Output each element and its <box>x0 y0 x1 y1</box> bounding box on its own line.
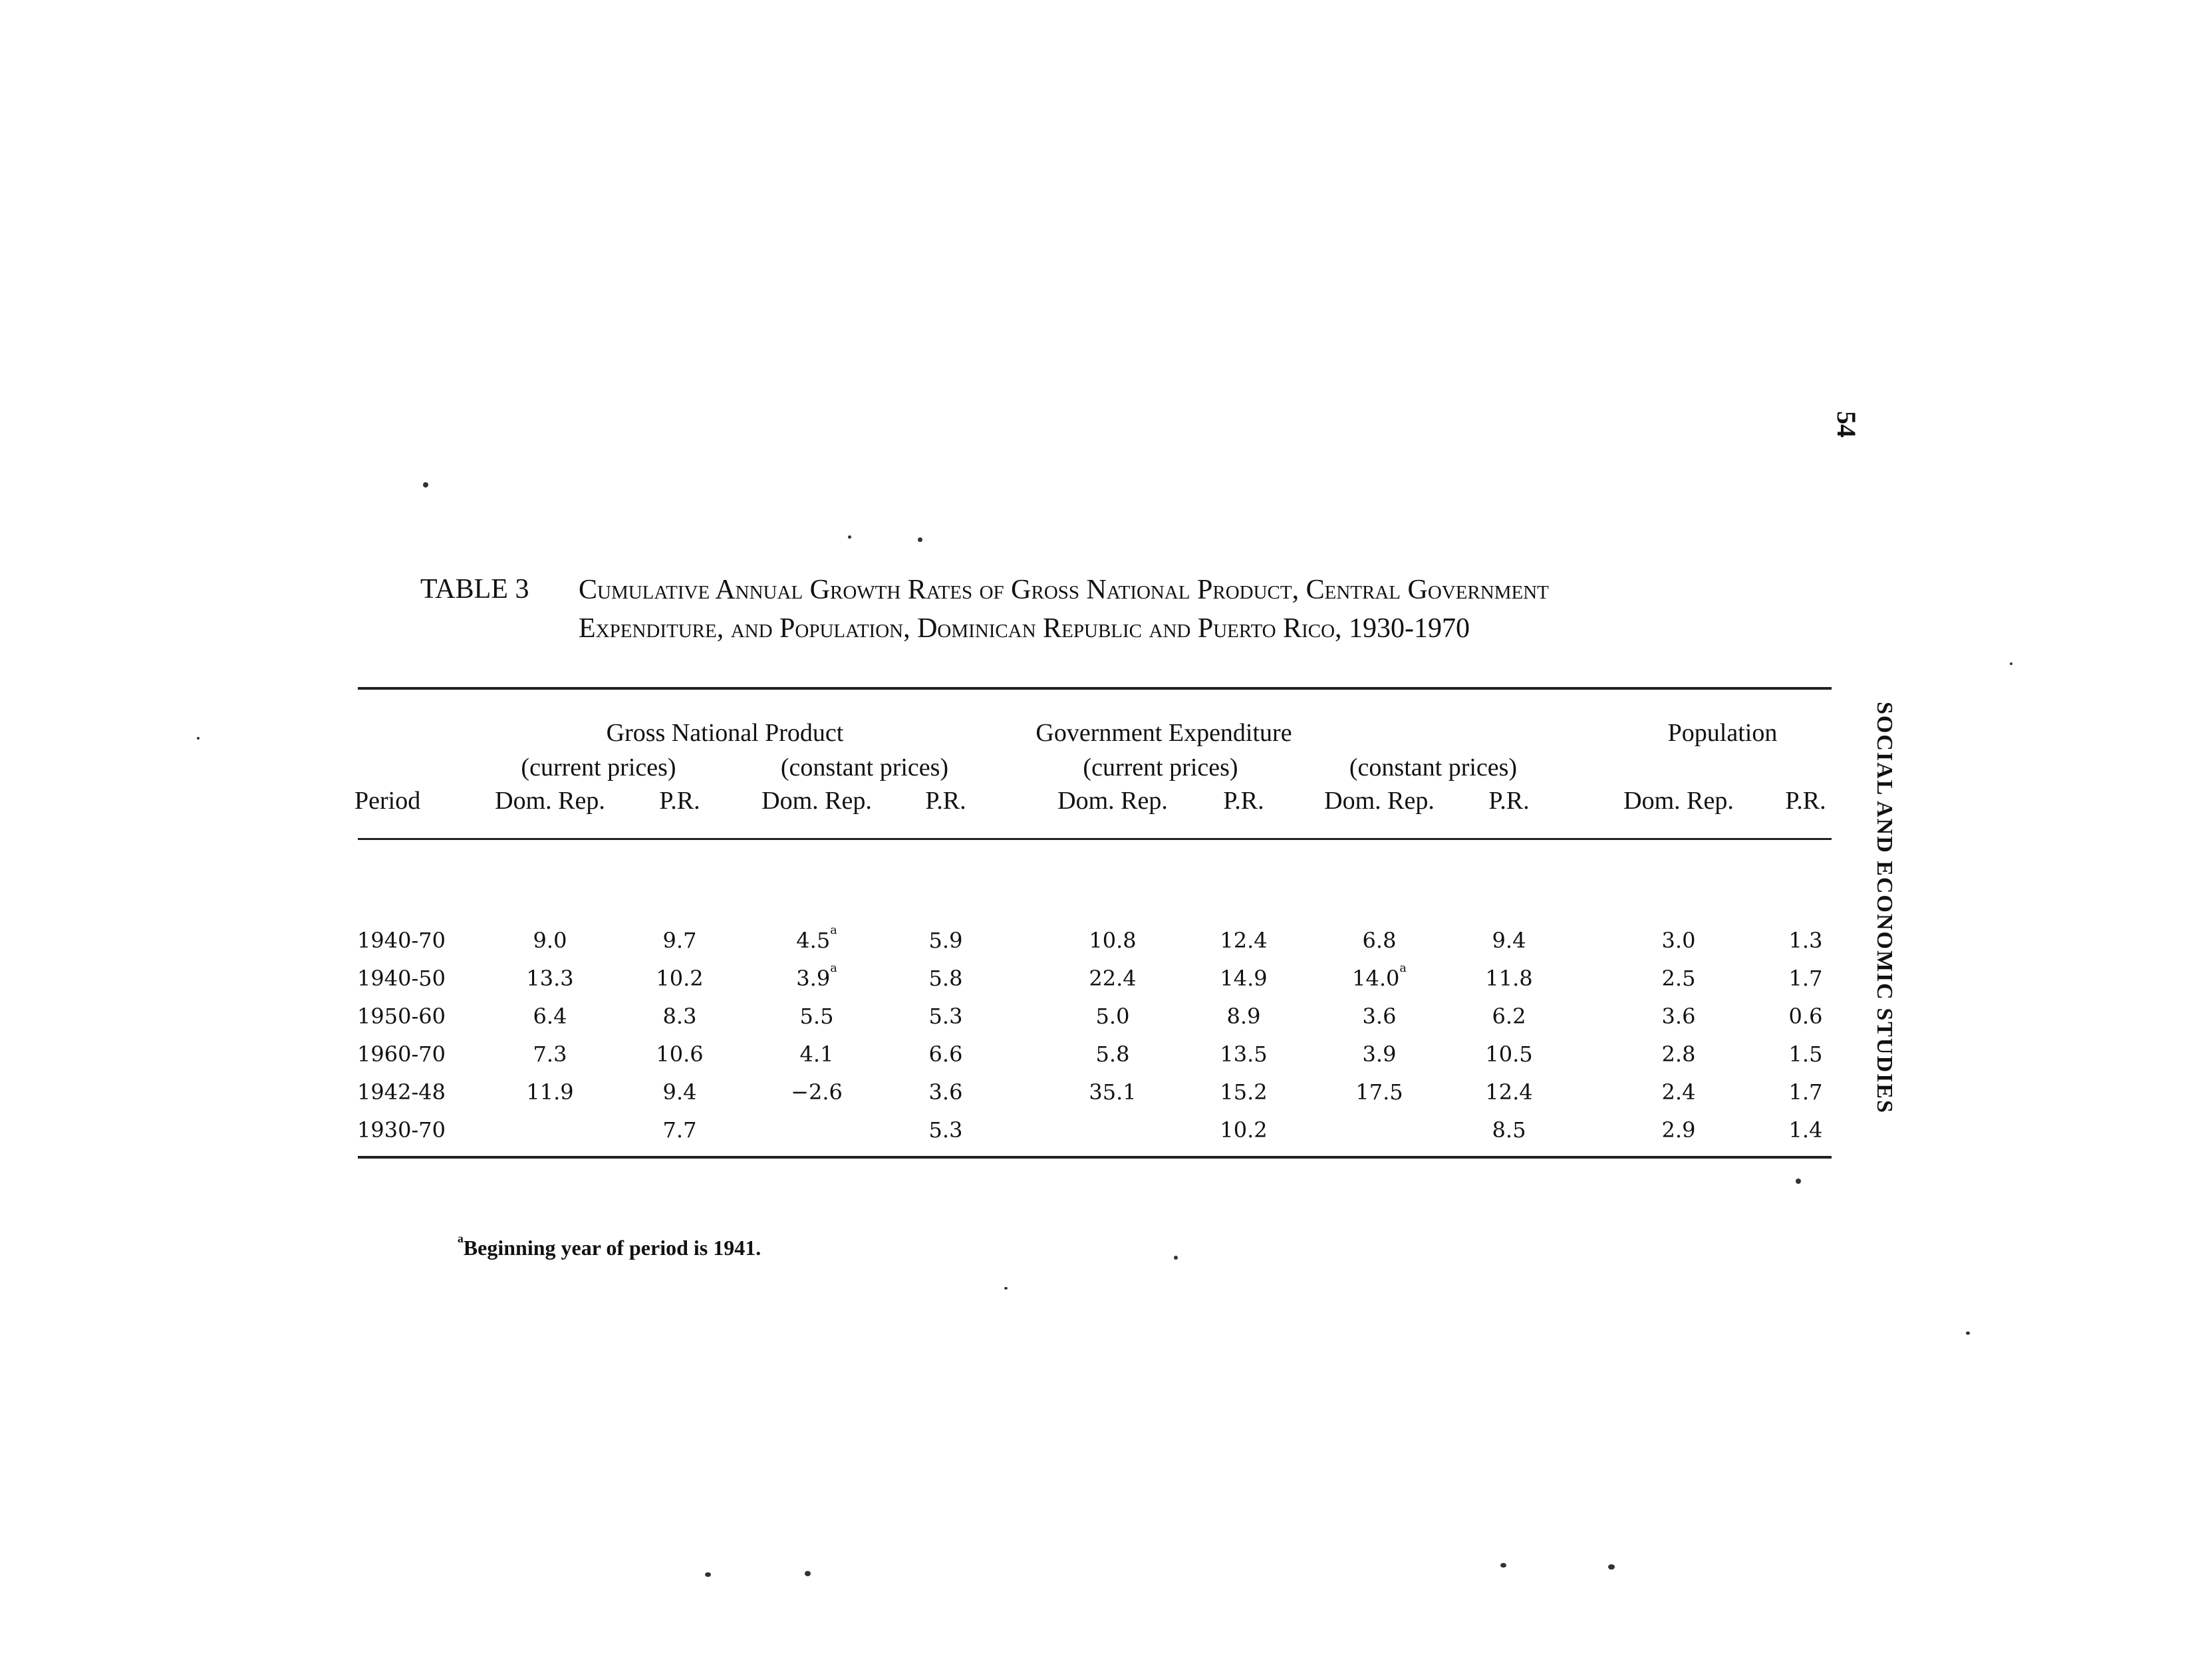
gov-current-pr-header: P.R. <box>1223 787 1264 815</box>
table-cell <box>1326 1042 1433 1067</box>
gov-constant-prices-header: (constant prices) <box>1349 754 1518 781</box>
table-cell <box>626 1004 733 1029</box>
table-cell <box>626 928 733 953</box>
gnp-current-domrep-header: Dom. Rep. <box>495 787 605 815</box>
table-cell <box>1752 928 1859 953</box>
cell-value: 5.0 <box>1095 1004 1130 1029</box>
period-column-header: Period <box>354 787 421 815</box>
cell-value: 1.5 <box>1788 1042 1823 1067</box>
cell-value: 10.6 <box>656 1042 704 1067</box>
cell-value: 17.5 <box>1355 1079 1403 1105</box>
cell-value: 10.2 <box>656 966 704 991</box>
cell-value: 10.8 <box>1089 928 1137 953</box>
table-cell <box>1190 1079 1297 1105</box>
govexp-group-header: Government Expenditure <box>1035 719 1292 747</box>
cell-value: 6.4 <box>533 1004 567 1029</box>
table-cell <box>1190 1042 1297 1067</box>
table-cell <box>626 1042 733 1067</box>
cell-value: 3.6 <box>1362 1004 1397 1029</box>
footnote-text: Beginning year of period is 1941. <box>463 1236 761 1260</box>
table-cell <box>1059 1042 1166 1067</box>
cell-value: 3.6 <box>928 1079 963 1105</box>
row-period: 1940-50 <box>357 966 446 991</box>
table-cell <box>497 1042 603 1067</box>
cell-value: 5.5 <box>799 1004 834 1029</box>
cell-value: 0.6 <box>1788 1004 1823 1029</box>
table-cell <box>1456 928 1562 953</box>
table-cell <box>763 962 870 991</box>
cell-value: 7.7 <box>662 1117 697 1143</box>
gov-constant-pr-header: P.R. <box>1488 787 1530 815</box>
cell-value: 1.7 <box>1788 966 1823 991</box>
table-cell <box>1059 966 1166 991</box>
table-cell <box>1625 1079 1732 1105</box>
cell-value: 1.7 <box>1788 1079 1823 1105</box>
table-cell <box>1456 1004 1562 1029</box>
cell-value: 5.8 <box>928 966 963 991</box>
cell-value: 2.4 <box>1661 1079 1696 1105</box>
cell-value: 3.9 <box>796 966 831 991</box>
table-cell <box>893 1042 999 1067</box>
gov-current-prices-header: (current prices) <box>1083 754 1238 781</box>
table-caption-line-2: Expenditure, and Population, Dominican Republic and Puerto Rico, 1930-1970 <box>579 613 1470 644</box>
table-cell <box>1752 1117 1859 1143</box>
cell-value: 8.3 <box>662 1004 697 1029</box>
cell-value: 13.3 <box>526 966 574 991</box>
table-cell <box>626 1079 733 1105</box>
table-cell <box>1326 928 1433 953</box>
cell-value: 11.9 <box>526 1079 574 1105</box>
table-cell <box>1326 1079 1433 1105</box>
table-cell <box>763 1042 870 1067</box>
row-period: 1960-70 <box>357 1042 446 1067</box>
table-cell <box>763 924 870 953</box>
cell-value: 9.0 <box>533 928 567 953</box>
row-period: 1942-48 <box>357 1079 446 1105</box>
table-cell <box>1456 1079 1562 1105</box>
table-cell <box>893 966 999 991</box>
gov-current-domrep-header: Dom. Rep. <box>1057 787 1168 815</box>
cell-value: 14.0 <box>1352 966 1400 991</box>
cell-value: 13.5 <box>1220 1042 1268 1067</box>
cell-value: 9.7 <box>662 928 697 953</box>
row-period: 1930-70 <box>357 1117 446 1143</box>
table-cell <box>1456 966 1562 991</box>
cell-value: 9.4 <box>1492 928 1526 953</box>
table-cell <box>1059 1004 1166 1029</box>
table-cell <box>763 1079 870 1105</box>
header-rule <box>358 838 1832 840</box>
cell-value: 8.9 <box>1226 1004 1261 1029</box>
table-cell <box>626 966 733 991</box>
table-cell <box>626 1117 733 1143</box>
table-cell <box>1625 1042 1732 1067</box>
row-period: 1940-70 <box>357 928 446 953</box>
table-cell <box>1752 966 1859 991</box>
gnp-current-prices-header: (current prices) <box>521 754 676 781</box>
cell-value: 7.3 <box>533 1042 567 1067</box>
table-cell <box>497 928 603 953</box>
cell-value: 4.5 <box>796 928 831 953</box>
bottom-rule <box>358 1156 1832 1159</box>
cell-value: 22.4 <box>1089 966 1137 991</box>
gov-constant-domrep-header: Dom. Rep. <box>1324 787 1435 815</box>
cell-value: 5.9 <box>928 928 963 953</box>
cell-value: 15.2 <box>1220 1079 1268 1105</box>
table-cell <box>893 1117 999 1143</box>
table-cell <box>1752 1042 1859 1067</box>
top-rule <box>358 687 1832 690</box>
table-caption <box>579 571 1789 648</box>
population-domrep-header: Dom. Rep. <box>1623 787 1734 815</box>
cell-value: −2.6 <box>791 1079 843 1105</box>
gnp-current-pr-header: P.R. <box>659 787 700 815</box>
cell-value: 3.6 <box>1661 1004 1696 1029</box>
table-cell <box>893 928 999 953</box>
table-caption-line-1: Cumulative Annual Growth Rates of Gross National Product, Central Government <box>579 575 1549 605</box>
table-cell <box>1752 1079 1859 1105</box>
cell-value: 8.5 <box>1492 1117 1526 1143</box>
table-cell <box>497 1004 603 1029</box>
cell-value: 2.8 <box>1661 1042 1696 1067</box>
table-cell <box>1190 1117 1297 1143</box>
table-label: TABLE 3 <box>420 574 529 605</box>
population-group-header: Population <box>1667 719 1778 747</box>
cell-value: 9.4 <box>662 1079 697 1105</box>
table-cell <box>1326 1004 1433 1029</box>
cell-value: 5.3 <box>928 1117 963 1143</box>
cell-value: 5.8 <box>1095 1042 1130 1067</box>
cell-value: 2.9 <box>1661 1117 1696 1143</box>
table-cell <box>1059 1079 1166 1105</box>
table-cell <box>1190 966 1297 991</box>
cell-value: 3.0 <box>1661 928 1696 953</box>
cell-value: 6.2 <box>1492 1004 1526 1029</box>
table-cell <box>497 1079 603 1105</box>
cell-value: 11.8 <box>1485 966 1533 991</box>
cell-value: 1.3 <box>1788 928 1823 953</box>
table-cell <box>1625 928 1732 953</box>
table-cell <box>1752 1004 1859 1029</box>
cell-value: 35.1 <box>1089 1079 1137 1105</box>
row-period: 1950-60 <box>357 1004 446 1029</box>
page-number: 54 <box>1832 411 1861 438</box>
gnp-constant-pr-header: P.R. <box>925 787 966 815</box>
cell-value: 3.9 <box>1362 1042 1397 1067</box>
cell-value: 12.4 <box>1220 928 1268 953</box>
footnote-reference: a <box>830 924 837 937</box>
gnp-group-header: Gross National Product <box>606 719 844 747</box>
gnp-constant-domrep-header: Dom. Rep. <box>761 787 872 815</box>
footnote-marker: a <box>458 1232 464 1245</box>
running-head: SOCIAL AND ECONOMIC STUDIES <box>1872 702 1897 1114</box>
table-cell <box>497 966 603 991</box>
cell-value: 10.2 <box>1220 1117 1268 1143</box>
table-cell <box>1059 928 1166 953</box>
cell-value: 1.4 <box>1788 1117 1823 1143</box>
footnote <box>458 1232 761 1260</box>
cell-value: 4.1 <box>799 1042 834 1067</box>
population-pr-header: P.R. <box>1785 787 1826 815</box>
table-cell <box>1190 1004 1297 1029</box>
table-cell <box>1625 1117 1732 1143</box>
table-cell <box>1326 962 1433 991</box>
footnote-reference: a <box>830 962 837 975</box>
table-cell <box>1625 1004 1732 1029</box>
table-cell <box>763 1004 870 1029</box>
cell-value: 2.5 <box>1661 966 1696 991</box>
gnp-constant-prices-header: (constant prices) <box>780 754 949 781</box>
cell-value: 12.4 <box>1485 1079 1533 1105</box>
table-cell <box>893 1079 999 1105</box>
cell-value: 6.8 <box>1362 928 1397 953</box>
table-cell <box>893 1004 999 1029</box>
table-cell <box>1190 928 1297 953</box>
cell-value: 6.6 <box>928 1042 963 1067</box>
table-cell <box>1456 1042 1562 1067</box>
footnote-reference: a <box>1399 962 1407 975</box>
cell-value: 10.5 <box>1485 1042 1533 1067</box>
cell-value: 14.9 <box>1220 966 1268 991</box>
table-cell <box>1625 966 1732 991</box>
table-cell <box>1456 1117 1562 1143</box>
cell-value: 5.3 <box>928 1004 963 1029</box>
